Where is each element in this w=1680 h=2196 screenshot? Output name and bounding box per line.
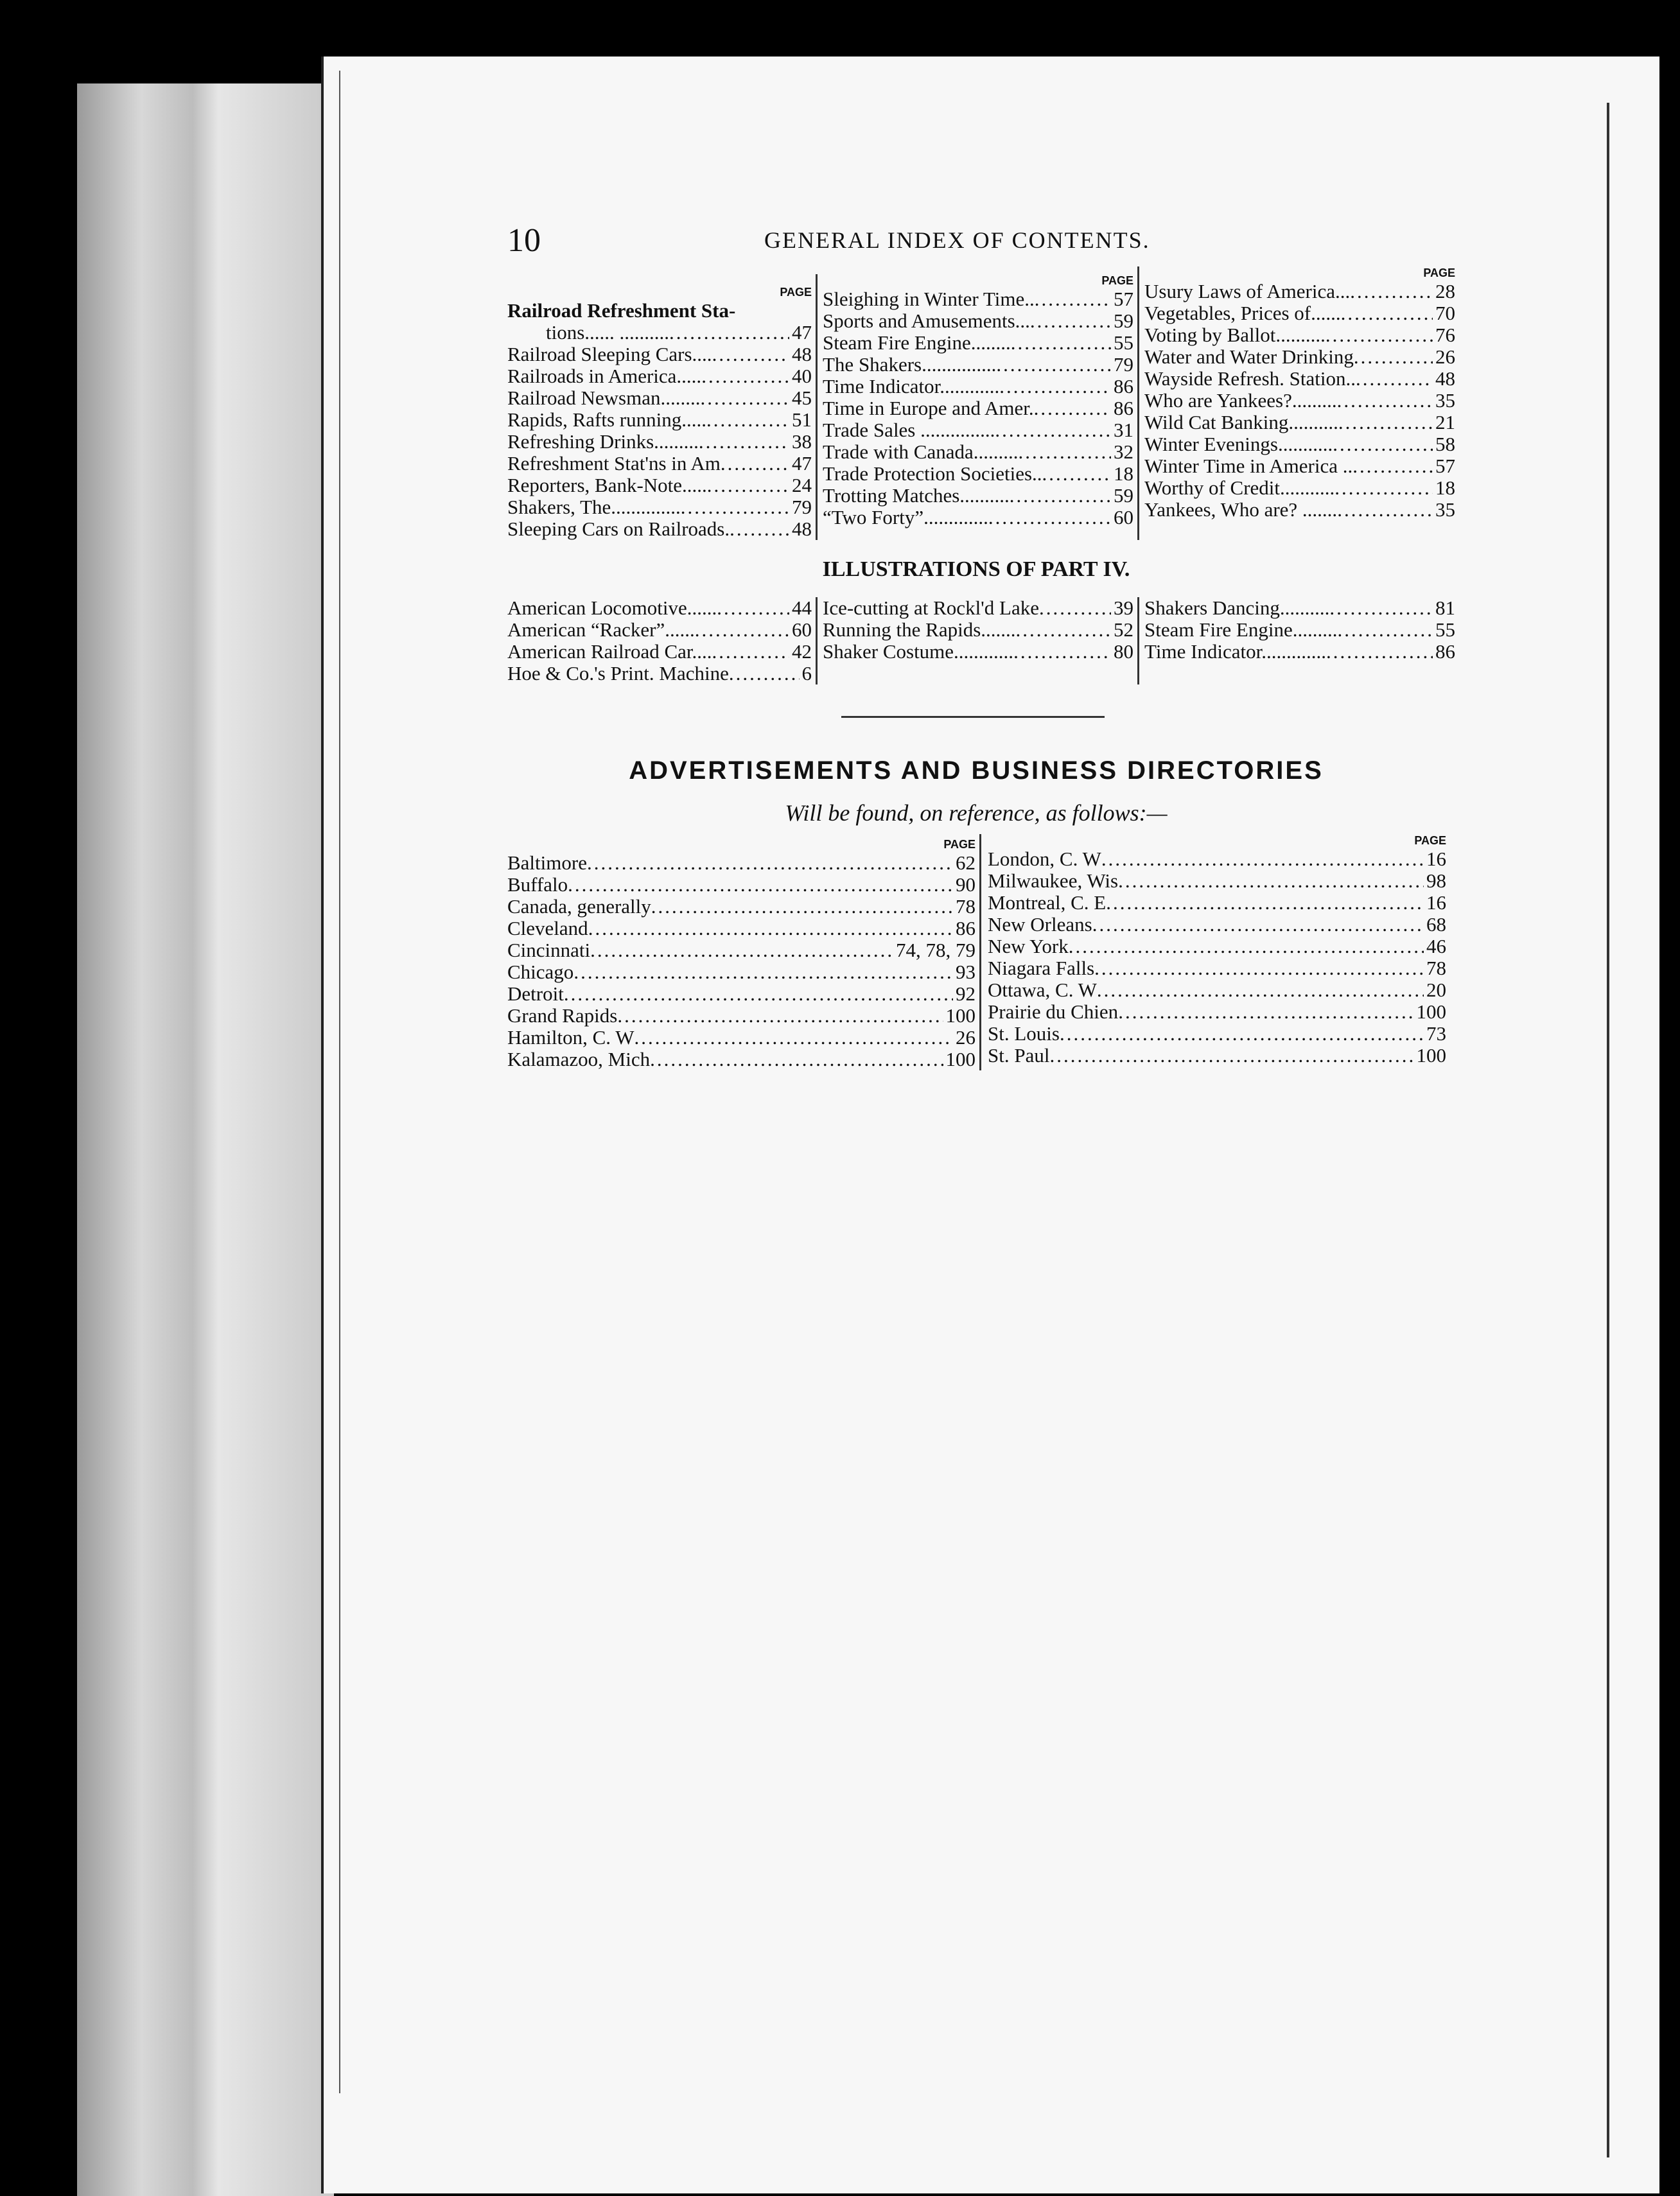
index-entry <box>1144 281 1459 302</box>
index-entry <box>507 597 816 619</box>
index-column-1 <box>507 286 816 540</box>
index-entry <box>823 507 1137 528</box>
entry-page: 86 <box>956 918 976 939</box>
index-entry <box>1144 619 1459 641</box>
entry-page: 59 <box>1114 310 1133 332</box>
index-entry <box>507 874 979 896</box>
leader-dots <box>1011 332 1111 354</box>
leader-dots <box>712 344 789 365</box>
index-entry <box>823 419 1137 441</box>
entry-page: 57 <box>1114 288 1133 310</box>
index-entry <box>507 365 816 387</box>
leader-dots <box>568 874 953 896</box>
page-column-header: PAGE <box>780 286 812 299</box>
index-entry <box>507 896 979 918</box>
page-right-edge <box>1607 103 1609 2157</box>
index-entry <box>823 441 1137 463</box>
index-entry <box>507 409 816 431</box>
illustrations-column-2 <box>816 597 1137 684</box>
entry-title: Grand Rapids <box>507 1005 618 1027</box>
entry-page: 31 <box>1114 419 1133 441</box>
index-entry <box>988 1001 1450 1023</box>
entry-page: 73 <box>1426 1023 1446 1045</box>
index-entry <box>988 1045 1450 1067</box>
entry-page: 26 <box>956 1027 976 1049</box>
index-entry <box>507 300 816 322</box>
entry-title: Winter Time in America .. <box>1144 455 1353 477</box>
entry-page: 86 <box>1435 641 1455 663</box>
leader-dots <box>1092 914 1424 936</box>
leader-dots <box>730 518 789 540</box>
entry-page: 45 <box>792 387 812 409</box>
leader-dots <box>1352 455 1433 477</box>
entry-page: 28 <box>1435 281 1455 302</box>
ads-list <box>507 852 979 1070</box>
leader-dots <box>573 961 953 983</box>
entry-title: American Locomotive...... <box>507 597 717 619</box>
leader-dots <box>1039 597 1111 619</box>
illustrations-list <box>1144 597 1459 663</box>
leader-dots <box>988 507 1111 528</box>
entry-page: 74, 78, 79 <box>896 939 976 961</box>
index-entry <box>823 332 1137 354</box>
entry-title: Montreal, C. E <box>988 892 1107 914</box>
entry-title: Sports and Amusements... <box>823 310 1030 332</box>
index-entry <box>507 939 979 961</box>
index-column-2 <box>816 274 1137 540</box>
entry-title: Prairie du Chien <box>988 1001 1119 1023</box>
index-entry <box>507 1005 979 1027</box>
entry-page: 80 <box>1114 641 1133 663</box>
page-header <box>507 222 1310 260</box>
entry-page: 86 <box>1114 376 1133 397</box>
index-entry <box>1144 324 1459 346</box>
entry-title: tions...... .......... <box>546 322 670 344</box>
entry-title: Time in Europe and Amer. <box>823 397 1034 419</box>
entry-page: 100 <box>945 1049 976 1070</box>
entry-page: 58 <box>1435 433 1455 455</box>
illustrations-column-3 <box>1137 597 1459 684</box>
entry-page: 20 <box>1426 979 1446 1001</box>
leader-dots <box>717 597 789 619</box>
page-inner-rule <box>339 71 340 2093</box>
entry-page: 59 <box>1114 485 1133 507</box>
entry-title: Water and Water Drinking <box>1144 346 1354 368</box>
index-entry <box>823 597 1137 619</box>
index-columns <box>507 266 1459 540</box>
entry-title: Rapids, Rafts running..... <box>507 409 706 431</box>
entry-page: 38 <box>792 431 812 453</box>
leader-dots <box>564 983 953 1005</box>
index-entry <box>823 376 1137 397</box>
leader-dots <box>1341 302 1433 324</box>
entry-title: Baltimore <box>507 852 587 874</box>
ads-column-1 <box>507 838 979 1070</box>
leader-dots <box>1354 346 1433 368</box>
illustrations-list <box>507 597 816 684</box>
index-list <box>823 288 1137 528</box>
entry-page: 60 <box>1114 507 1133 528</box>
illustrations-title: ILLUSTRATIONS OF PART IV. <box>822 557 1130 581</box>
entry-page: 16 <box>1426 848 1446 870</box>
leader-dots <box>1326 324 1433 346</box>
entry-title: Railroad Sleeping Cars.... <box>507 344 712 365</box>
index-entry <box>507 663 816 684</box>
leader-dots <box>651 896 953 918</box>
entry-title: Railroads in America..... <box>507 365 702 387</box>
entry-title: Refreshing Drinks......... <box>507 431 699 453</box>
index-entry <box>1144 477 1459 499</box>
entry-title: “Two Forty”............. <box>823 507 988 528</box>
leader-dots <box>699 431 789 453</box>
leader-dots <box>701 365 789 387</box>
entry-page: 18 <box>1435 477 1455 499</box>
entry-title: American “Racker”...... <box>507 619 695 641</box>
index-entry <box>1144 597 1459 619</box>
entry-title: St. Paul <box>988 1045 1050 1067</box>
entry-page: 42 <box>792 641 812 663</box>
leader-dots <box>999 376 1111 397</box>
leader-dots <box>1337 619 1433 641</box>
entry-title: Sleeping Cars on Railroads. <box>507 518 730 540</box>
leader-dots <box>1356 368 1433 390</box>
entry-page: 78 <box>956 896 976 918</box>
entry-page: 39 <box>1114 597 1133 619</box>
ads-title: ADVERTISEMENTS AND BUSINESS DIRECTORIES <box>629 756 1324 785</box>
index-entry <box>823 463 1137 485</box>
index-entry <box>988 979 1450 1001</box>
leader-dots <box>1338 412 1433 433</box>
leader-dots <box>1019 441 1111 463</box>
entry-page: 68 <box>1426 914 1446 936</box>
leader-dots <box>1035 288 1111 310</box>
leader-dots <box>1118 870 1424 892</box>
index-entry <box>507 1049 979 1070</box>
entry-page: 26 <box>1435 346 1455 368</box>
entry-title: Milwaukee, Wis <box>988 870 1119 892</box>
leader-dots <box>681 496 789 518</box>
leader-dots <box>1337 499 1433 521</box>
entry-title: Buffalo <box>507 874 568 896</box>
entry-title: Shakers, The.............. <box>507 496 681 518</box>
ads-subtitle: Will be found, on reference, as follows:— <box>785 800 1168 826</box>
entry-page: 100 <box>945 1005 976 1027</box>
entry-title: Voting by Ballot.......... <box>1144 324 1326 346</box>
index-entry <box>988 957 1450 979</box>
entry-page: 46 <box>1426 936 1446 957</box>
entry-title: Cleveland <box>507 918 588 939</box>
leader-dots <box>706 409 789 431</box>
entry-title: Hoe & Co.'s Print. Machine <box>507 663 729 684</box>
index-entry <box>1144 641 1459 663</box>
entry-page: 78 <box>1426 957 1446 979</box>
entry-title: Vegetables, Prices of...... <box>1144 302 1341 324</box>
entry-title: Ice-cutting at Rockl'd Lake <box>823 597 1039 619</box>
leader-dots <box>700 387 789 409</box>
leader-dots <box>1013 641 1111 663</box>
index-entry <box>507 641 816 663</box>
entry-page: 32 <box>1114 441 1133 463</box>
entry-page: 35 <box>1435 390 1455 412</box>
index-entry <box>823 641 1137 663</box>
leader-dots <box>1034 397 1111 419</box>
leader-dots <box>1101 848 1424 870</box>
entry-title: Cincinnati <box>507 939 591 961</box>
leader-dots <box>669 322 789 344</box>
entry-page: 79 <box>1114 354 1133 376</box>
index-entry <box>507 387 816 409</box>
entry-title: Railroad Refreshment Sta- <box>507 300 736 322</box>
index-entry <box>507 431 816 453</box>
illustrations-list <box>823 597 1137 663</box>
leader-dots <box>1060 1023 1424 1045</box>
entry-page: 93 <box>956 961 976 983</box>
ads-list <box>988 848 1450 1067</box>
index-entry <box>507 918 979 939</box>
index-entry <box>823 288 1137 310</box>
leader-dots <box>729 663 800 684</box>
section-divider <box>841 716 1105 718</box>
index-list <box>1144 281 1459 521</box>
entry-page: 16 <box>1426 892 1446 914</box>
illustrations-column-1 <box>507 597 816 684</box>
entry-page: 51 <box>792 409 812 431</box>
leader-dots <box>1337 390 1433 412</box>
entry-page: 35 <box>1435 499 1455 521</box>
index-entry <box>507 344 816 365</box>
entry-title: Running the Rapids....... <box>823 619 1016 641</box>
entry-page: 81 <box>1435 597 1455 619</box>
entry-title: Sleighing in Winter Time.. <box>823 288 1035 310</box>
entry-title: Canada, generally <box>507 896 651 918</box>
index-entry <box>1144 412 1459 433</box>
index-entry <box>823 619 1137 641</box>
leader-dots <box>1016 619 1111 641</box>
leader-dots <box>707 475 789 496</box>
leader-dots <box>1030 310 1111 332</box>
entry-title: Worthy of Credit........... <box>1144 477 1335 499</box>
entry-page: 90 <box>956 874 976 896</box>
entry-page: 55 <box>1114 332 1133 354</box>
entry-page: 62 <box>956 852 976 874</box>
index-entry <box>1144 433 1459 455</box>
entry-title: Niagara Falls <box>988 957 1095 979</box>
entry-title: American Railroad Car.... <box>507 641 712 663</box>
index-entry <box>988 848 1450 870</box>
index-entry <box>988 870 1450 892</box>
entry-page: 24 <box>792 475 812 496</box>
leader-dots <box>1069 936 1424 957</box>
entry-title: Steam Fire Engine........ <box>823 332 1011 354</box>
entry-title: Time Indicator............ <box>823 376 1000 397</box>
entry-page: 100 <box>1416 1045 1446 1067</box>
entry-title: Trotting Matches.......... <box>823 485 1010 507</box>
entry-page: 6 <box>801 663 812 684</box>
index-entry <box>507 983 979 1005</box>
leader-dots <box>1094 957 1424 979</box>
entry-title: Yankees, Who are? ....... <box>1144 499 1338 521</box>
leader-dots <box>634 1027 953 1049</box>
entry-title: Refreshment Stat'ns in Am <box>507 453 721 475</box>
leader-dots <box>1334 477 1433 499</box>
entry-page: 76 <box>1435 324 1455 346</box>
entry-title: New Orleans <box>988 914 1092 936</box>
book-spine <box>77 83 334 2196</box>
leader-dots <box>1326 641 1433 663</box>
entry-title: Chicago <box>507 961 574 983</box>
entry-title: Wild Cat Banking.......... <box>1144 412 1338 433</box>
index-entry <box>1144 499 1459 521</box>
index-entry <box>988 892 1450 914</box>
leader-dots <box>695 619 789 641</box>
entry-page: 48 <box>792 344 812 365</box>
entry-title: Trade with Canada......... <box>823 441 1019 463</box>
index-entry <box>507 518 816 540</box>
entry-title: Kalamazoo, Mich <box>507 1049 651 1070</box>
index-entry <box>1144 346 1459 368</box>
entry-title: Steam Fire Engine......... <box>1144 619 1338 641</box>
leader-dots <box>590 939 893 961</box>
index-entry <box>507 852 979 874</box>
entry-title: Detroit <box>507 983 564 1005</box>
entry-title: Trade Sales ............... <box>823 419 995 441</box>
index-entry <box>1144 390 1459 412</box>
index-entry <box>507 1027 979 1049</box>
entry-page: 52 <box>1114 619 1133 641</box>
entry-page: 57 <box>1435 455 1455 477</box>
ads-column-2 <box>979 834 1450 1070</box>
entry-page: 47 <box>792 453 812 475</box>
leader-dots <box>587 852 953 874</box>
index-entry <box>823 310 1137 332</box>
entry-title: Reporters, Bank-Note..... <box>507 475 707 496</box>
leader-dots <box>650 1049 943 1070</box>
index-entry <box>1144 302 1459 324</box>
leader-dots <box>1333 433 1433 455</box>
entry-page: 79 <box>792 496 812 518</box>
entry-page: 100 <box>1416 1001 1446 1023</box>
entry-title: Shakers Dancing.......... <box>1144 597 1330 619</box>
entry-page: 70 <box>1435 302 1455 324</box>
leader-dots <box>1097 979 1424 1001</box>
leader-dots <box>1042 463 1111 485</box>
index-entry <box>988 914 1450 936</box>
entry-title: Wayside Refresh. Station.. <box>1144 368 1356 390</box>
index-entry <box>823 354 1137 376</box>
page-column-header: PAGE <box>1101 274 1133 287</box>
page-column-header: PAGE <box>1423 266 1455 279</box>
entry-title: Winter Evenings........... <box>1144 433 1333 455</box>
entry-page: 48 <box>792 518 812 540</box>
entry-title: The Shakers............... <box>823 354 997 376</box>
leader-dots <box>1329 597 1433 619</box>
index-entry <box>507 619 816 641</box>
leader-dots <box>721 453 789 475</box>
entry-page: 48 <box>1435 368 1455 390</box>
entry-title: St. Louis <box>988 1023 1060 1045</box>
index-entry <box>823 397 1137 419</box>
index-entry <box>507 475 816 496</box>
entry-page: 21 <box>1435 412 1455 433</box>
entry-title: Trade Protection Societies.. <box>823 463 1042 485</box>
index-list <box>507 300 816 540</box>
entry-page: 40 <box>792 365 812 387</box>
leader-dots <box>712 641 789 663</box>
leader-dots <box>1350 281 1433 302</box>
entry-title: Who are Yankees?......... <box>1144 390 1337 412</box>
entry-page: 86 <box>1114 397 1133 419</box>
leader-dots <box>617 1005 943 1027</box>
index-entry <box>823 485 1137 507</box>
index-entry <box>507 961 979 983</box>
page-column-header: PAGE <box>1414 834 1446 847</box>
entry-title: Usury Laws of America... <box>1144 281 1351 302</box>
entry-page: 47 <box>792 322 812 344</box>
ads-columns <box>507 834 1450 1070</box>
entry-title: Railroad Newsman........ <box>507 387 701 409</box>
entry-title: Ottawa, C. W <box>988 979 1097 1001</box>
index-entry <box>988 1023 1450 1045</box>
entry-page: 18 <box>1114 463 1133 485</box>
leader-dots <box>1049 1045 1413 1067</box>
entry-title: Shaker Costume............ <box>823 641 1014 663</box>
entry-title: London, C. W <box>988 848 1101 870</box>
index-entry <box>1144 455 1459 477</box>
entry-title: Hamilton, C. W <box>507 1027 634 1049</box>
index-entry <box>507 322 816 344</box>
index-entry <box>988 936 1450 957</box>
illustrations-columns <box>507 597 1459 684</box>
leader-dots <box>995 419 1111 441</box>
index-entry <box>507 496 816 518</box>
entry-title: New York <box>988 936 1069 957</box>
leader-dots <box>996 354 1111 376</box>
entry-page: 60 <box>792 619 812 641</box>
page-number: 10 <box>507 222 541 259</box>
entry-page: 98 <box>1426 870 1446 892</box>
page-column-header: PAGE <box>943 838 976 851</box>
entry-title: Time Indicator............. <box>1144 641 1327 663</box>
entry-page: 92 <box>956 983 976 1005</box>
running-head: GENERAL INDEX OF CONTENTS. <box>764 227 1150 253</box>
leader-dots <box>1118 1001 1413 1023</box>
leader-dots <box>1010 485 1111 507</box>
leader-dots <box>588 918 953 939</box>
leader-dots <box>1106 892 1424 914</box>
index-entry <box>507 453 816 475</box>
entry-page: 44 <box>792 597 812 619</box>
index-column-3 <box>1137 266 1459 540</box>
entry-page: 55 <box>1435 619 1455 641</box>
index-entry <box>1144 368 1459 390</box>
